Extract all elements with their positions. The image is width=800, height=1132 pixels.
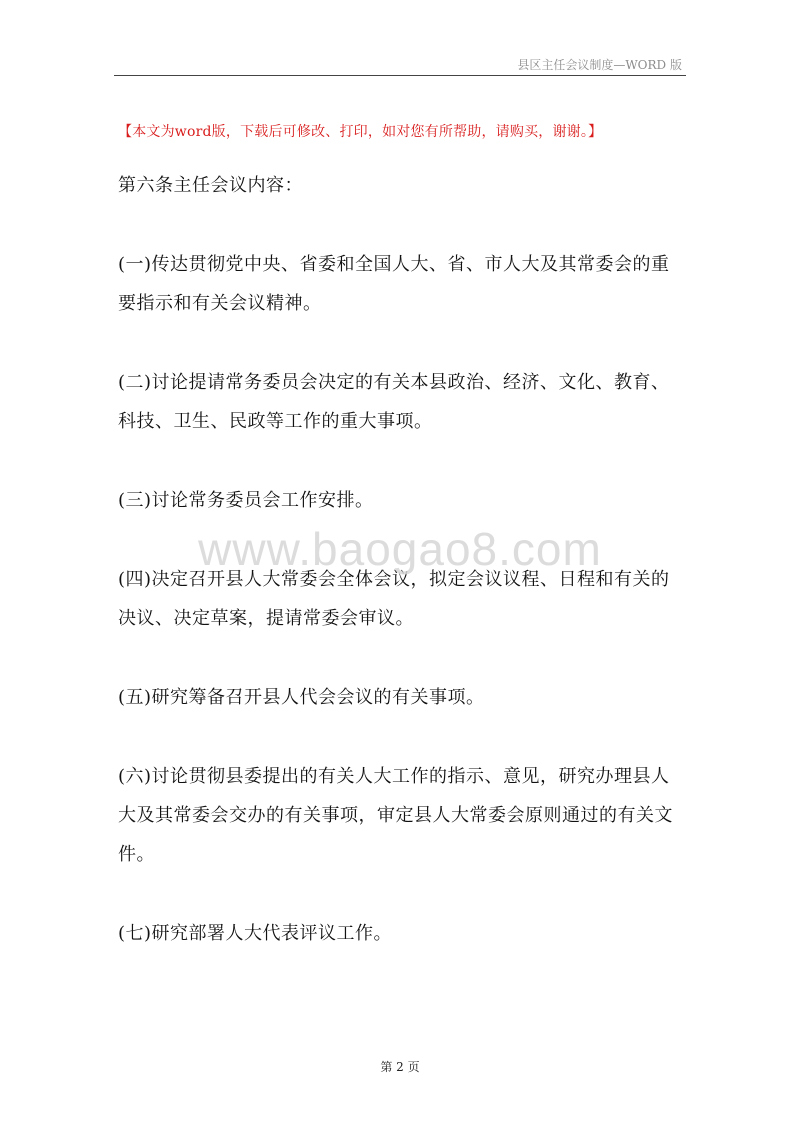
page-number: 第 2 页 bbox=[380, 1060, 420, 1074]
running-header: 县区主任会议制度—WORD 版 bbox=[517, 58, 682, 72]
list-item: (四)决定召开县人大常委会全体会议，拟定会议议程、日程和有关的决议、决定草案，提请常委会审议。 bbox=[118, 569, 670, 629]
article-heading: 第六条主任会议内容： bbox=[118, 175, 303, 196]
list-item: (五)研究筹备召开县人代会会议的有关事项。 bbox=[118, 687, 485, 708]
list-item: (三)讨论常务委员会工作安排。 bbox=[118, 490, 374, 511]
download-notice: 【本文为word版，下载后可修改、打印，如对您有所帮助，请购买，谢谢。】 bbox=[118, 124, 603, 140]
watermark: www.baogao8.com bbox=[198, 523, 602, 575]
list-item: (一)传达贯彻党中央、省委和全国人大、省、市人大及其常委会的重要指示和有关会议精神。 bbox=[118, 254, 670, 314]
list-item: (七)研究部署人大代表评议工作。 bbox=[118, 923, 393, 944]
header-rule bbox=[114, 75, 686, 76]
list-item: (六)讨论贯彻县委提出的有关人大工作的指示、意见，研究办理县人大及其常委会交办的有关事项，审定县人大常委会原则通过的有关文件。 bbox=[118, 766, 673, 865]
list-item: (二)讨论提请常务委员会决定的有关本县政治、经济、文化、教育、科技、卫生、民政等工作的重大事项。 bbox=[118, 372, 670, 432]
